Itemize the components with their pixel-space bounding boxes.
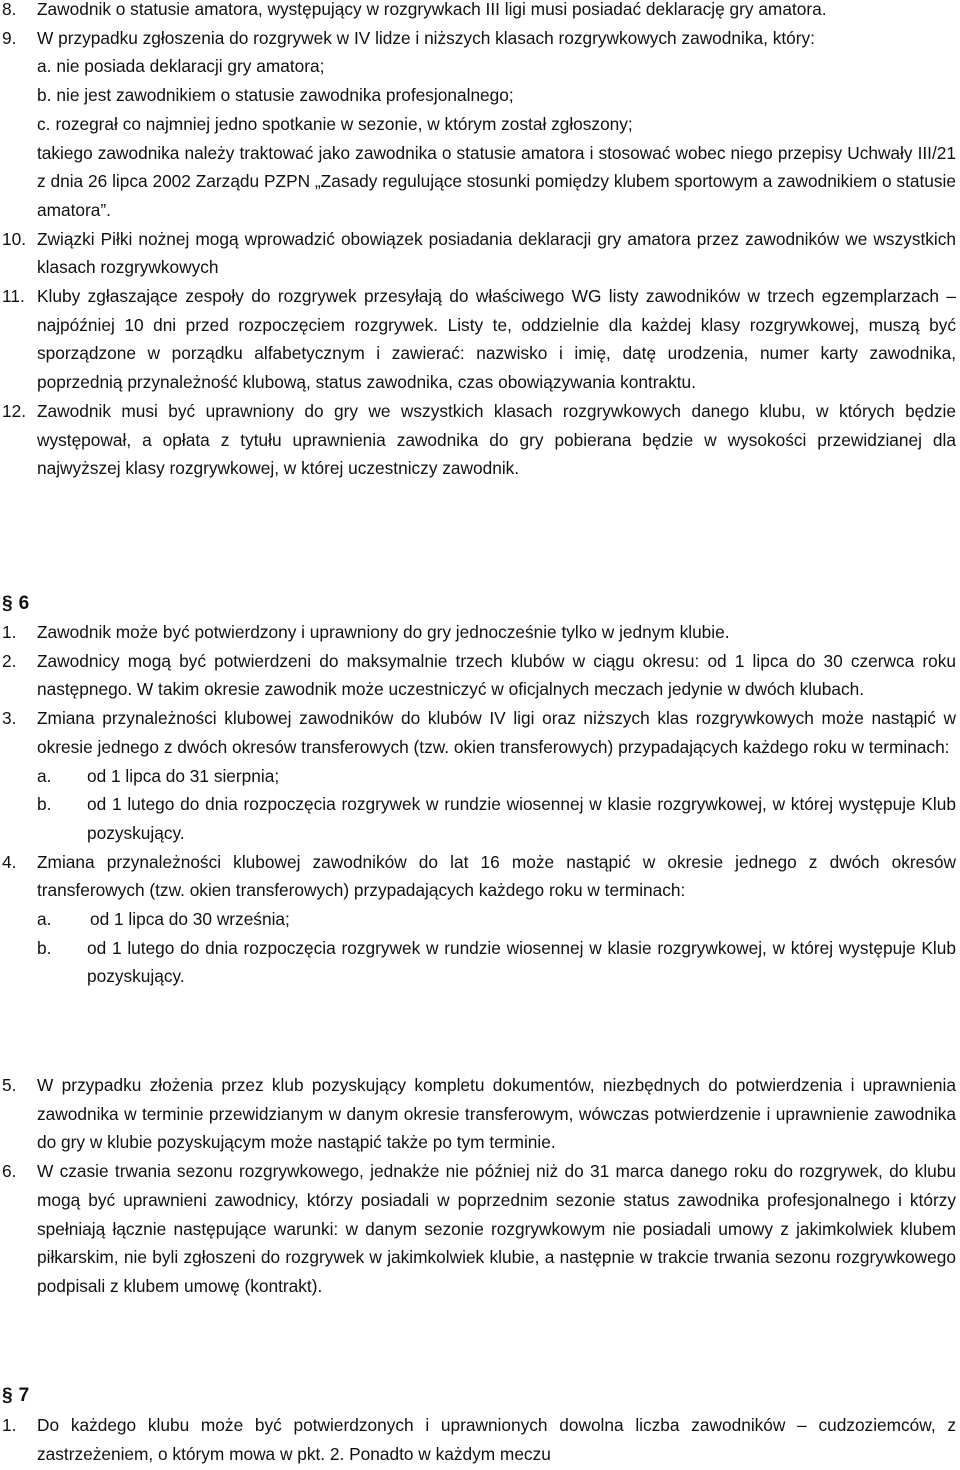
sub-item-text: od 1 lipca do 31 sierpnia; [87, 765, 280, 786]
section-number: 7 [18, 1385, 30, 1406]
item-number: 1. [2, 622, 17, 642]
sub-item-letter: b. [37, 85, 52, 106]
sub-item-text: od 1 lipca do 30 września; [90, 909, 290, 930]
sub-item-3b [0, 790, 956, 847]
section-7-body [0, 1411, 956, 1468]
sub-item-text: nie jest zawodnikiem o statusie zawodnika profesjonalnego; [56, 85, 514, 106]
list-item-5 [0, 1071, 956, 1157]
sub-item-letter: b. [37, 794, 52, 815]
item-number: 11. [2, 286, 25, 307]
sub-item-9a [0, 52, 956, 81]
sub-item-letter: b. [37, 937, 52, 958]
section-6-heading [0, 590, 956, 619]
sub-item-letter: a. [37, 909, 52, 930]
list-item-11 [0, 282, 956, 397]
list-item-12 [0, 397, 956, 483]
section-6-body [0, 618, 956, 991]
item-number: 9. [2, 27, 17, 48]
item-number: 6. [2, 1161, 17, 1182]
list-item-1 [0, 1411, 956, 1468]
section-7-heading [0, 1382, 956, 1411]
item-text: Zmiana przynależności klubowej zawodników do klubów IV ligi oraz niższych klas rozgrywkowych może nastąpić w okresie jednego z dwóch okresów transferowych (tzw. okien transferowych) przypadających każdego roku w terminach: [37, 708, 956, 757]
item-text: Związki Piłki nożnej mogą wprowadzić obowiązek posiadania deklaracji gry amatora przez zawodników we wszystkich klasach rozgrywkowych [37, 228, 956, 278]
section-symbol: § [2, 593, 13, 614]
section-continuation [0, 0, 956, 483]
list-item-10 [0, 225, 956, 282]
list-item-8 [0, 0, 956, 24]
list-item-6 [0, 1157, 956, 1301]
item-number: 1. [2, 1415, 17, 1435]
section-6-body-continued [0, 1071, 956, 1301]
item-text: Do każdego klubu może być potwierdzonych i uprawnionych dowolna liczba zawodników – cudzoziemców, z zastrzeżeniem, o którym mowa w pkt. 2. Ponadto w każdym meczu [37, 1415, 956, 1464]
item-text: Zawodnik może być potwierdzony i uprawniony do gry jednocześnie tylko w jednym klubie. [37, 622, 730, 642]
item-text: Zawodnik musi być uprawniony do gry we wszystkich klasach rozgrywkowych danego klubu, w których będzie występował, a opłata z tytułu uprawnienia zawodnika do gry pobierana będzie w wysokości przewidzianej dla najwyższej klasy rozgrywkowej, w której uczestniczy zawodnik. [37, 400, 956, 479]
item-number: 3. [2, 708, 17, 729]
sub-item-text: rozegrał co najmniej jedno spotkanie w sezonie, w którym został zgłoszony; [55, 113, 633, 134]
item-number: 10. [2, 228, 27, 249]
item-number: 2. [2, 650, 17, 671]
list-item-9 [0, 24, 956, 53]
list-item-1 [0, 618, 956, 647]
item-text: W czasie trwania sezonu rozgrywkowego, jednakże nie później niż do 31 marca danego roku do rozgrywek, do klubu mogą być uprawnieni zawodnicy, którzy posiadali w poprzednim sezonie status zawodnika profesjonalnego i którzy spełniają łącznie następujące warunki: w danym sezonie rozgrywkowym nie posiadali umowy z jakimkolwiek klubem piłkarskim, nie byli zgłoszeni do rozgrywek w jakimkolwiek klubie, a następnie w trakcie trwania sezonu rozgrywkowego podpisali z klubem umowę (kontrakt). [37, 1161, 956, 1296]
sub-item-letter: c. [37, 113, 51, 134]
sub-item-9b [0, 81, 956, 110]
item-text: Zawodnik o statusie amatora, występujący w rozgrywkach III ligi musi posiadać deklarację gry amatora. [37, 0, 827, 19]
item-number: 5. [2, 1075, 17, 1095]
item-number: 8. [2, 0, 17, 19]
item-number: 4. [2, 851, 17, 872]
sub-item-text: nie posiada deklaracji gry amatora; [56, 56, 325, 77]
item-text: W przypadku złożenia przez klub pozyskujący kompletu dokumentów, niezbędnych do potwierdzenia i uprawnienia zawodnika w terminie przewidzianym w danym okresie transferowym, wówczas potwierdzenie i uprawnienie zawodnika do gry w klubie pozyskującym może nastąpić także po tym terminie. [37, 1075, 956, 1153]
sub-item-text: od 1 lutego do dnia rozpoczęcia rozgrywek w rundzie wiosennej w klasie rozgrywkowej, w której występuje Klub pozyskujący. [87, 794, 956, 843]
item-number: 12. [2, 400, 27, 421]
sub-item-text: od 1 lutego do dnia rozpoczęcia rozgrywek w rundzie wiosennej w klasie rozgrywkowej, w której występuje Klub pozyskujący. [87, 937, 956, 987]
item-text: Zmiana przynależności klubowej zawodników do lat 16 może nastąpić w okresie jednego z dwóch okresów transferowych (tzw. okien transferowych) przypadających każdego roku w terminach: [37, 851, 956, 901]
section-number: 6 [18, 593, 30, 614]
item-9-continuation: takiego zawodnika należy traktować jako zawodnika o statusie amatora i stosować wobec niego przepisy Uchwały III/21 z dnia 26 lipca 2002 Zarządu PZPN „Zasady regulujące stosunki pomiędzy klubem sportowym a zawodnikiem o statusie amatora”. [37, 142, 956, 220]
item-text: Kluby zgłaszające zespoły do rozgrywek przesyłają do właściwego WG listy zawodników w trzech egzemplarzach – najpóźniej 10 dni przed rozpoczęciem rozgrywek. Listy te, oddzielnie dla każdej klasy rozgrywkowej, muszą być sporządzone w porządku alfabetycznym i zawierać: nazwisko i imię, datę urodzenia, numer karty zawodnika, poprzednią przynależność klubową, status zawodnika, czas obowiązywania kontraktu. [37, 286, 956, 393]
list-item-2 [0, 647, 956, 704]
sub-item-letter: a. [37, 56, 52, 77]
item-text: Zawodnicy mogą być potwierdzeni do maksymalnie trzech klubów w ciągu okresu: od 1 lipca do 30 czerwca roku następnego. W takim okresie zawodnik może uczestniczyć w oficjalnych meczach jedynie w dwóch klubach. [37, 650, 956, 700]
sub-item-letter: a. [37, 765, 52, 786]
sub-item-4b [0, 934, 956, 991]
sub-item-4a [0, 905, 956, 934]
sub-item-3a [0, 762, 956, 791]
list-item-3 [0, 704, 956, 761]
sub-item-9c [0, 110, 956, 139]
list-item-4 [0, 848, 956, 905]
section-symbol: § [2, 1385, 13, 1406]
item-text: W przypadku zgłoszenia do rozgrywek w IV lidze i niższych klasach rozgrywkowych zawodnika, który: [37, 27, 815, 48]
